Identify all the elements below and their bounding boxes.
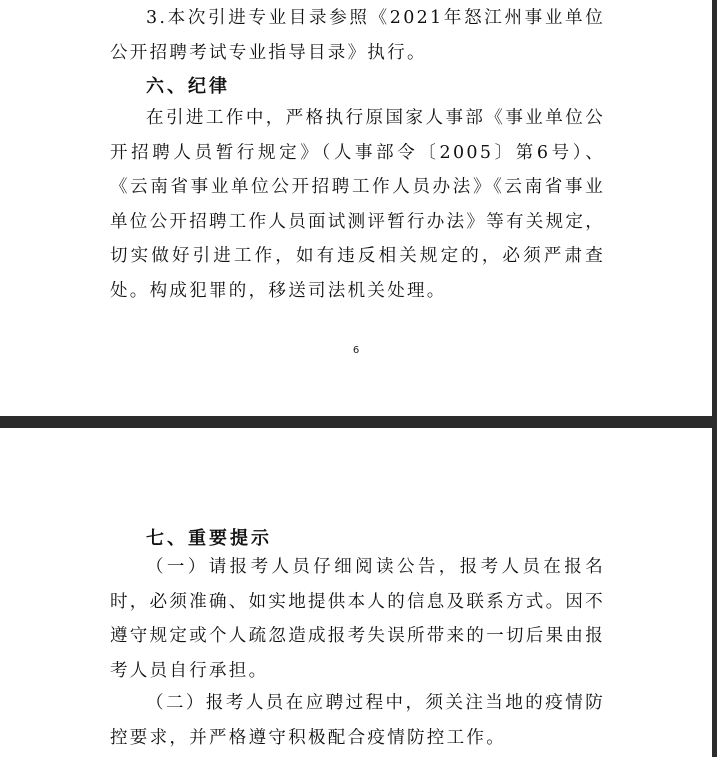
document-page-7	[0, 428, 712, 757]
paragraph-notice-2: （二）报考人员在应聘过程中，须关注当地的疫情防控要求，并严格遵守积极配合疫情防控工作。	[110, 693, 605, 748]
viewer-right-edge	[712, 0, 717, 757]
page-gap	[0, 416, 717, 428]
section-heading-notice: 七、重要提示	[146, 528, 272, 549]
section-heading-discipline: 六、纪律	[146, 76, 230, 97]
paragraph-notice-1: （一）请报考人员仔细阅读公告，报考人员在报名时，必须准确、如实地提供本人的信息及联系方式。因不遵守规定或个人疏忽造成报考失误所带来的一切后果由报考人员自行承担。	[110, 557, 605, 681]
paragraph-item-3: 3.本次引进专业目录参照《2021年怒江州事业单位公开招聘考试专业指导目录》执行。	[110, 8, 605, 63]
page-number: 6	[352, 345, 360, 356]
paragraph-discipline: 在引进工作中，严格执行原国家人事部《事业单位公开招聘人员暂行规定》（人事部令〔2005〕第6号）、《云南省事业单位公开招聘工作人员办法》《云南省事业单位公开招聘工作人员面试测评暂行办法》等有关规定，切实做好引进工作，如有违反相关规定的，必须严肃查处。构成犯罪的，移送司法机关处理。	[110, 108, 605, 301]
